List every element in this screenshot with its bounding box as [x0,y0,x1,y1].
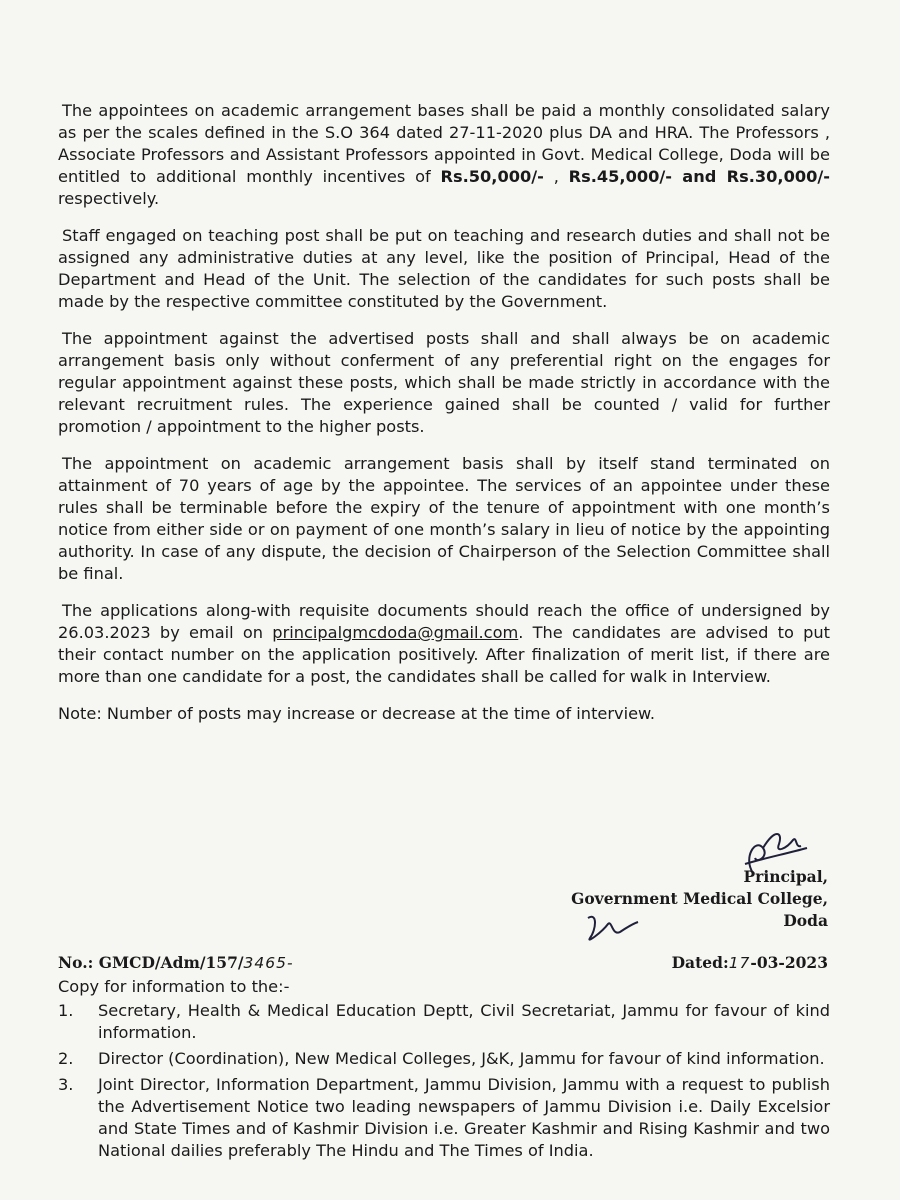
copy-header: Copy for information to the:- [58,977,290,996]
list-text: Secretary, Health & Medical Education Deptt, Civil Secretariat, Jammu for favour of kind information. [98,1001,830,1042]
institution-location: Doda [783,911,828,930]
date-label: Dated: [671,953,729,972]
email-link[interactable]: principalgmcdoda@gmail.com [272,623,519,642]
date-month-year: -03-2023 [750,953,828,972]
paragraph-appointment-basis: The appointment against the advertised posts shall and shall always be on academic arrangement basis only without conferment of any preferential right on the engages for regular appointment against these posts, which shall be made strictly in accordance with the relevant recruitment rules. The experience gained shall be counted / valid for further promotion / appointment to the higher posts. [58,329,830,436]
separator: , [543,167,569,186]
list-text: Director (Coordination), New Medical Colleges, J&K, Jammu for favour of kind information. [98,1049,825,1068]
salary-text: The appointees on academic arrangement bases shall be paid a monthly consolidated salary as per the scales defined in the S.O 364 dated 27-11-2020 plus DA and HRA. The Professors , Associate Professors and Assistant Professors appointed in Govt. Medical College, Doda will be entitled to additional monthly incentives of [58,101,830,186]
list-text: Joint Director, Information Department, Jammu Division, Jammu with a request to publish the Advertisement Notice two leading newspapers of Jammu Division i.e. Daily Excelsior and State Times and of Kashmir Division i.e. Greater Kashmir and Rising Kashmir and two National dailies preferably The Hindu and The Times of India. [98,1075,830,1160]
note-text: Note: Number of posts may increase or decrease at the time of interview. [58,704,655,723]
reference-number [58,952,294,974]
list-number: 3. [58,1075,74,1094]
and-word: and [672,167,727,186]
list-number: 2. [58,1049,74,1068]
list-item [58,1000,830,1044]
applications-text-end: . The candidates are advised to put their contact number on the application positively. After finalization of merit list, if there are more than one candidate for a post, the candidates shall be called for walk in Interview. [58,623,830,686]
reference-number-handwritten: 3465- [243,954,294,972]
signature-block [571,866,828,932]
signatory-title: Principal, [743,867,828,886]
copy-list [58,1000,830,1162]
paragraph-duties: Staff engaged on teaching post shall be put on teaching and research duties and shall not be assigned any administrative duties at any level, like the position of Principal, Head of the Department and Head of the Unit. The selection of the candidates for such posts shall be made by the respective committee constituted by the Government. [58,226,830,311]
paragraph-termination: The appointment on academic arrangement basis shall by itself stand terminated on attainment of 70 years of age by the appointee. The services of an appointee under these rules shall be terminable before the expiry of the tenure of appointment with one month’s notice from either side or on payment of one month’s salary in lieu of notice by the appointing authority. In case of any dispute, the decision of Chairperson of the Selection Committee shall be final. [58,454,830,583]
institution-name: Government Medical College, [571,889,828,908]
list-number: 1. [58,1001,74,1020]
salary-text-end: respectively. [58,189,160,208]
copy-to-section [58,976,830,1166]
date-day-handwritten: 17 [728,954,751,972]
assistant-professor-incentive: Rs.30,000/- [726,167,830,186]
list-item [58,1074,830,1162]
applications-text: The applications along-with requisite documents should reach the office of undersigned by 26.03.2023 by email on [58,601,830,642]
list-item [58,1048,830,1070]
paragraph-salary [58,100,830,210]
professor-incentive: Rs.50,000/- [440,167,544,186]
reference-number-label: No.: GMCD/Adm/157/ [58,953,244,972]
reference-date [672,952,828,974]
associate-professor-incentive: Rs.45,000/- [568,167,673,186]
paragraph-applications [58,600,830,688]
